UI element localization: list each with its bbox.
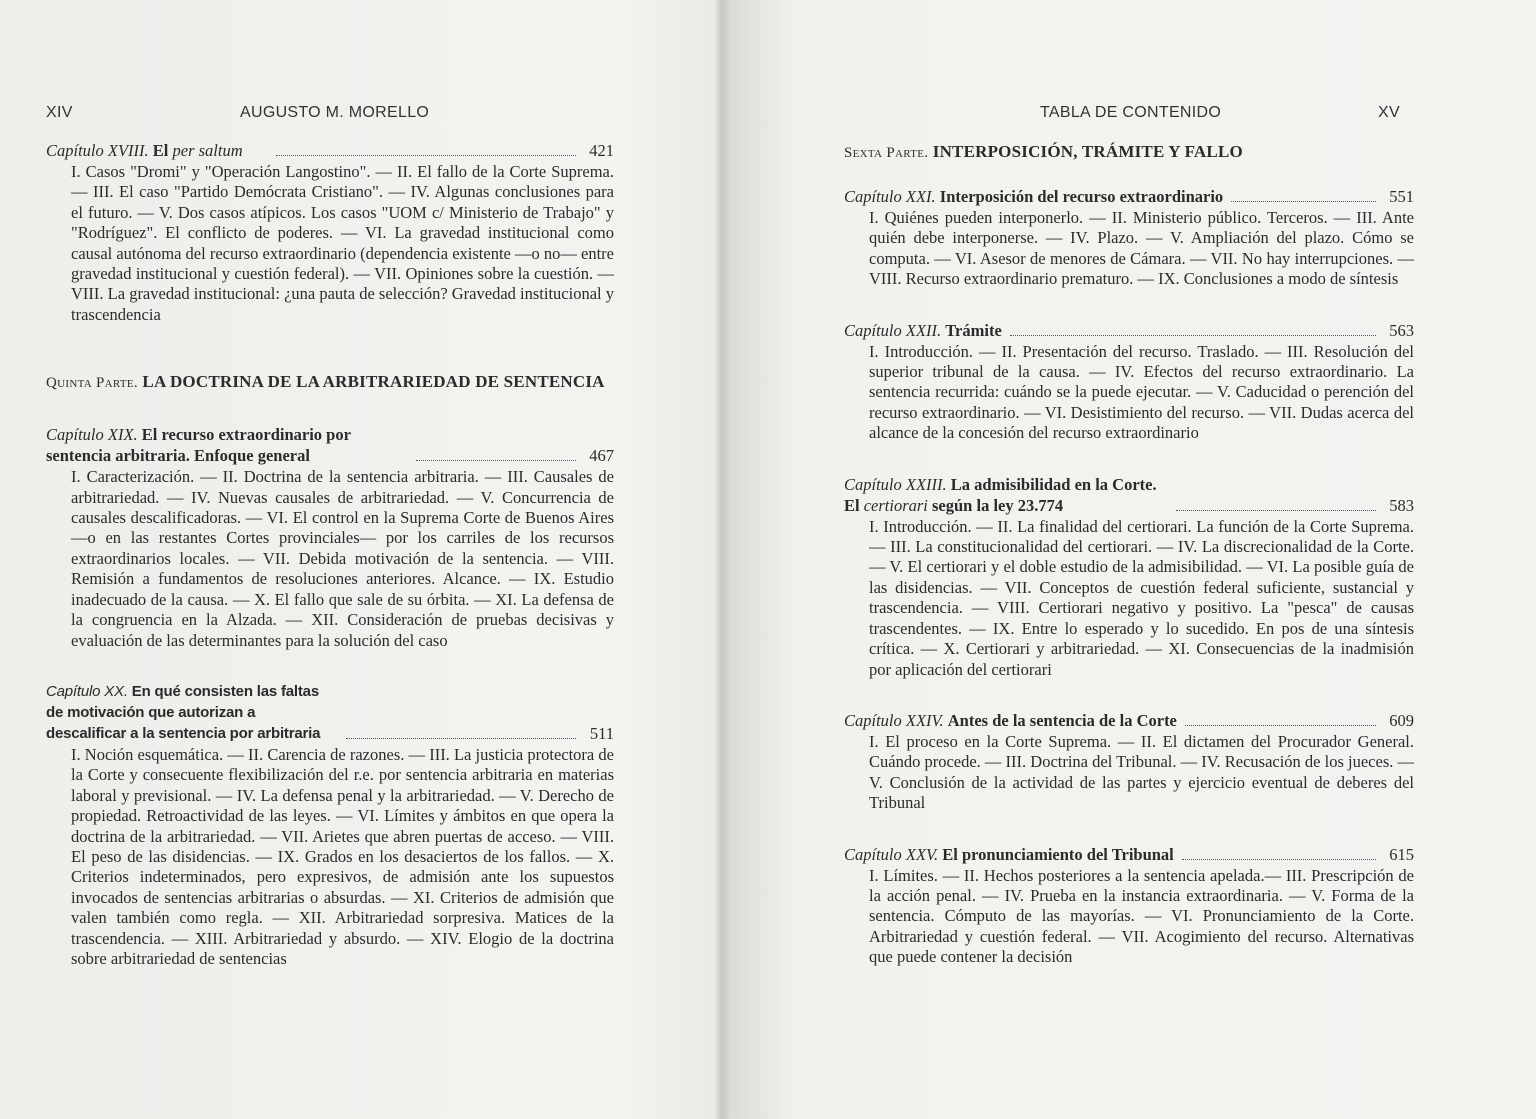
chapter-number: Capítulo XXI. — [844, 187, 936, 206]
toc-entry-xxv — [844, 844, 1414, 968]
leader-dots — [1176, 509, 1376, 511]
page-number: 615 — [1389, 844, 1414, 864]
chapter-title: Trámite — [945, 320, 1002, 340]
leader-dots — [1185, 724, 1376, 726]
leader-dots — [416, 459, 576, 461]
left-page — [0, 0, 720, 1119]
chapter-summary: I. Caracterización. — II. Doctrina de la sentencia arbitraria. — III. Causales de arbitrariedad. — IV. Nuevas causales de arbitrariedad. — V. Concurrencia de causales descalificadoras. — VI. El control en la Suprema Corte de Buenos Aires —o en las restantes Cortes provinciales— por los carriles de los recursos extraordinarios locales. — VII. Debida motivación de la sentencia. — VIII. Remisión a fundamentos de resoluciones anteriores. Alcance. — IX. Estudio inadecuado de la causa. — X. El fallo que sale de su órbita. — XI. La defensa de la congruencia en la Alzada. — XII. Consideración de pruebas decisivas y evaluación de las determinantes para la solución del caso — [71, 467, 614, 650]
chapter-number: Capítulo XXV. — [844, 844, 939, 864]
chapter-title: El per saltum — [152, 141, 243, 160]
toc-entry-xxiii — [844, 474, 1414, 680]
toc-entry-xix — [46, 424, 614, 651]
left-toc — [46, 140, 614, 969]
chapter-number: Capítulo XVIII. — [46, 141, 149, 160]
toc-entry-xviii — [46, 140, 614, 325]
page-number: 511 — [589, 723, 614, 743]
leader-dots — [1231, 200, 1376, 202]
chapter-summary: I. Casos "Dromi" y "Operación Langostino". — II. El fallo de la Corte Suprema. — III. El caso "Partido Demócrata Cristiano". — IV. Algunas conclusiones para el futuro. — V. Dos casos atípicos. Los casos "UOM c/ Ministerio de Trabajo" y "Rodríguez". El conflicto de poderes. — VI. La gravedad institucional como causal autónoma del recurso extraordinario (dependencia existente —o no— entre gravedad institucional y cuestión federal). — VII. Opiniones sobre la cuestión. — VIII. La gravedad institucional: ¿una pauta de selección? Gravedad institucional y trascendencia — [71, 162, 614, 324]
chapter-number: Capítulo XIX. — [46, 425, 138, 445]
chapter-summary: I. Introducción. — II. La finalidad del certiorari. La función de la Corte Suprema. — III. La constitucionalidad del certiorari. — IV. La discrecionalidad de la Corte. — V. El certiorari y el doble estudio de la admisibilidad. — VI. La posible guía de las disidencias. — VII. Conceptos de cuestión federal suficiente, sustancial y trascendencia. — VIII. Certiorari negativo y positivo. La "pesca" de causas trascendentes. — IX. Entre lo esperado y lo sucedido. En pos de una síntesis crítica. — X. Certiorari y arbitrariedad. — XI. Consecuencias de la inadmisión por aplicación del certiorari — [869, 516, 1414, 679]
chapter-number: Capítulo XXII. — [844, 320, 942, 340]
part-heading-quinta: Quinta Parte. LA DOCTRINA DE LA ARBITRARIEDAD DE SENTENCIA — [46, 372, 605, 392]
chapter-summary: I. Introducción. — II. Presentación del recurso. Traslado. — III. Resolución del superior tribunal de la causa. — IV. Efectos del recurso extraordinario. La sentencia recurrida: cuándo se la puede ejecutar. — V. Caducidad o perención del recurso extraordinario. — VI. Desistimiento del recurso. — VII. Dudas acerca del alcance de la concesión del recurso extraordinario — [869, 341, 1414, 443]
page-number: 563 — [1389, 320, 1414, 340]
right-page — [722, 0, 1536, 1119]
right-running-title: TABLA DE CONTENIDO — [1040, 104, 1222, 121]
leader-dots — [346, 737, 576, 739]
toc-entry-xxi — [844, 186, 1414, 290]
leader-dots — [1010, 334, 1376, 336]
chapter-number: Capítulo XXIV. — [844, 710, 944, 730]
leader-dots — [276, 154, 576, 156]
chapter-number: Capítulo XX. — [46, 682, 128, 700]
chapter-title: El recurso extraordinario por sentencia arbitraria. Enfoque general — [46, 425, 351, 466]
chapter-title: Interposición del recurso extraordinario — [939, 187, 1224, 206]
page-number: 551 — [1389, 187, 1414, 206]
left-folio: XIV — [46, 104, 73, 121]
page-number: 609 — [1389, 710, 1414, 730]
chapter-summary: I. Límites. — II. Hechos posteriores a la sentencia apelada.— III. Prescripción de la acción penal. — IV. Prueba en la instancia extraordinaria. — V. Forma de la sentencia. Cómputo de las mayorías. — VI. Pronunciamiento de la Corte. Arbitrariedad y cuestión federal. — VII. Acogimiento del recurso. Alternativas que puede contener la decisión — [869, 865, 1414, 967]
left-running-title: AUGUSTO M. MORELLO — [240, 104, 430, 121]
leader-dots — [1182, 858, 1376, 860]
page-number: 583 — [1389, 495, 1414, 515]
toc-entry-xx — [46, 681, 614, 969]
page-number: 467 — [589, 446, 614, 466]
chapter-title: El pronunciamiento del Tribunal — [942, 844, 1174, 864]
chapter-title: En qué consisten las faltas de motivación que autorizan a descalificar a la sentencia por arbitraria — [46, 682, 321, 742]
toc-entry-xxii — [844, 320, 1414, 444]
chapter-summary: I. Noción esquemática. — II. Carencia de razones. — III. La justicia protectora de la Corte y consecuente flexibilización del r.e. por sentencia arbitraria en materias laboral y previsional. — IV. La defensa penal y la arbitrariedad. — V. Derecho de propiedad. Retroactividad de las leyes. — VI. Límites y ámbitos en que opera la doctrina de la arbitrariedad. — VII. Arietes que abren puertas de acceso. — VIII. El peso de las disidencias. — IX. Grados en los desaciertos de los fallos. — X. Criterios indeterminados, pero expresivos, de admisión ante los supuestos invocados de sentencias arbitrarias o absurdas. — XI. Criterios de admisión que valen también como regla. — XII. Arbitrariedad sorpresiva. Matices de la trascendencia. — XIII. Arbitrariedad y absurdo. — XIV. Elogio de la doctrina sobre arbitrariedad de sentencias — [71, 744, 614, 968]
chapter-title: Antes de la sentencia de la Corte — [947, 710, 1177, 730]
page-number: 421 — [589, 141, 614, 160]
right-toc — [844, 141, 1414, 968]
chapter-summary: I. El proceso en la Corte Suprema. — II. El dictamen del Procurador General. Cuándo procede. — III. Doctrina del Tribunal. — IV. Recusación de los jueces. — V. Conclusión de la actividad de las partes y ejercicio eventual de deberes del Tribunal — [869, 731, 1414, 813]
part-heading-sexta: Sexta Parte. INTERPOSICIÓN, TRÁMITE Y FALLO — [844, 142, 1243, 161]
toc-entry-xxiv — [844, 710, 1414, 814]
chapter-summary: I. Quiénes pueden interponerlo. — II. Ministerio público. Terceros. — III. Ante quién debe interponerse. — IV. Plazo. — V. Ampliación del plazo. Cómo se computa. — VI. Asesor de menores de Cámara. — VII. No hay interrupciones. — VIII. Recurso extraordinario prematuro. — IX. Conclusiones a modo de síntesis — [869, 208, 1414, 289]
right-folio: XV — [1378, 104, 1400, 121]
chapter-title: La admisibilidad en la Corte. El certiorari según la ley 23.774 — [844, 474, 1157, 515]
chapter-number: Capítulo XXIII. — [844, 474, 947, 494]
